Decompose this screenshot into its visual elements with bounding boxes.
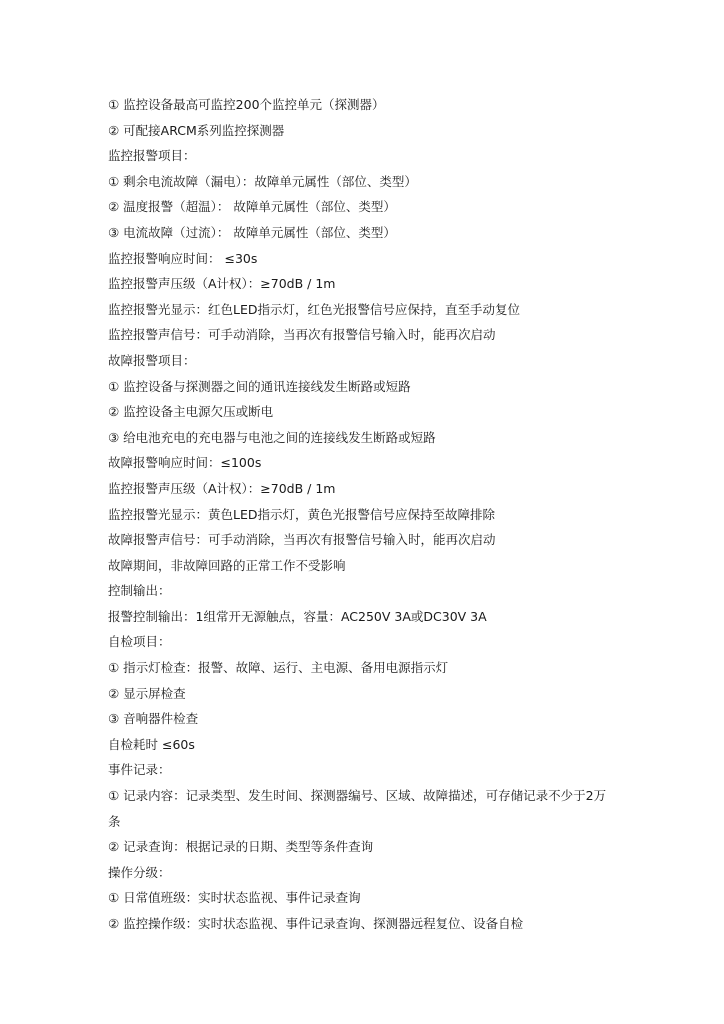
text-line: ③ 给电池充电的充电器与电池之间的连接线发生断路或短路 bbox=[108, 429, 436, 445]
text-line: ③ 音响器件检查 bbox=[108, 711, 199, 727]
text-line: ② 温度报警（超温）： 故障单元属性（部位、类型） bbox=[108, 199, 396, 215]
text-line: ② 可配接ARCM系列监控探测器 bbox=[108, 122, 285, 138]
text-line: 故障期间，非故障回路的正常工作不受影响 bbox=[108, 557, 346, 573]
text-line: ① 日常值班级：实时状态监视、事件记录查询 bbox=[108, 890, 361, 906]
text-line: ① 指示灯检查：报警、故障、运行、主电源、备用电源指示灯 bbox=[108, 660, 449, 676]
text-line: 报警控制输出：1组常开无源触点，容量：AC250V 3A或DC30V 3A bbox=[108, 608, 487, 624]
text-line: 监控报警声压级（A计权）：≥70dB / 1m bbox=[108, 480, 336, 496]
section-heading: 故障报警项目： bbox=[108, 352, 196, 368]
text-line: 监控报警响应时间： ≤30s bbox=[108, 250, 258, 266]
text-line: ① 监控设备最高可监控200个监控单元（探测器） bbox=[108, 97, 385, 112]
document-body bbox=[108, 92, 628, 937]
text-line: 故障报警声信号：可手动消除，当再次有报警信号输入时，能再次启动 bbox=[108, 532, 496, 548]
text-line: 监控报警光显示：红色LED指示灯，红色光报警信号应保持，直至手动复位 bbox=[108, 301, 520, 317]
section-heading: 控制输出： bbox=[108, 583, 171, 599]
text-line: 监控报警光显示：黄色LED指示灯，黄色光报警信号应保持至故障排除 bbox=[108, 506, 495, 522]
text-line: ② 监控操作级：实时状态监视、事件记录查询、探测器远程复位、设备自检 bbox=[108, 916, 524, 931]
text-line: ② 记录查询：根据记录的日期、类型等条件查询 bbox=[108, 839, 374, 855]
text-line: 自检耗时 ≤60s bbox=[108, 736, 195, 752]
text-line: ③ 电流故障（过流）： 故障单元属性（部位、类型） bbox=[108, 224, 396, 240]
section-heading: 自检项目： bbox=[108, 634, 171, 650]
text-line: 条 bbox=[108, 813, 121, 829]
text-line: 故障报警响应时间：≤100s bbox=[108, 455, 262, 471]
text-line: 监控报警声压级（A计权）：≥70dB / 1m bbox=[108, 276, 336, 292]
text-line: ① 剩余电流故障（漏电）：故障单元属性（部位、类型） bbox=[108, 173, 417, 189]
text-line: ② 显示屏检查 bbox=[108, 685, 186, 701]
section-heading: 监控报警项目： bbox=[108, 148, 196, 164]
section-heading: 操作分级： bbox=[108, 864, 171, 880]
text-line: ① 监控设备与探测器之间的通讯连接线发生断路或短路 bbox=[108, 378, 411, 394]
text-line: 监控报警声信号：可手动消除，当再次有报警信号输入时，能再次启动 bbox=[108, 327, 496, 343]
section-heading: 事件记录： bbox=[108, 762, 171, 778]
text-line: ② 监控设备主电源欠压或断电 bbox=[108, 404, 274, 420]
text-line: ① 记录内容：记录类型、发生时间、探测器编号、区域、故障描述，可存储记录不少于2万 bbox=[108, 788, 607, 804]
